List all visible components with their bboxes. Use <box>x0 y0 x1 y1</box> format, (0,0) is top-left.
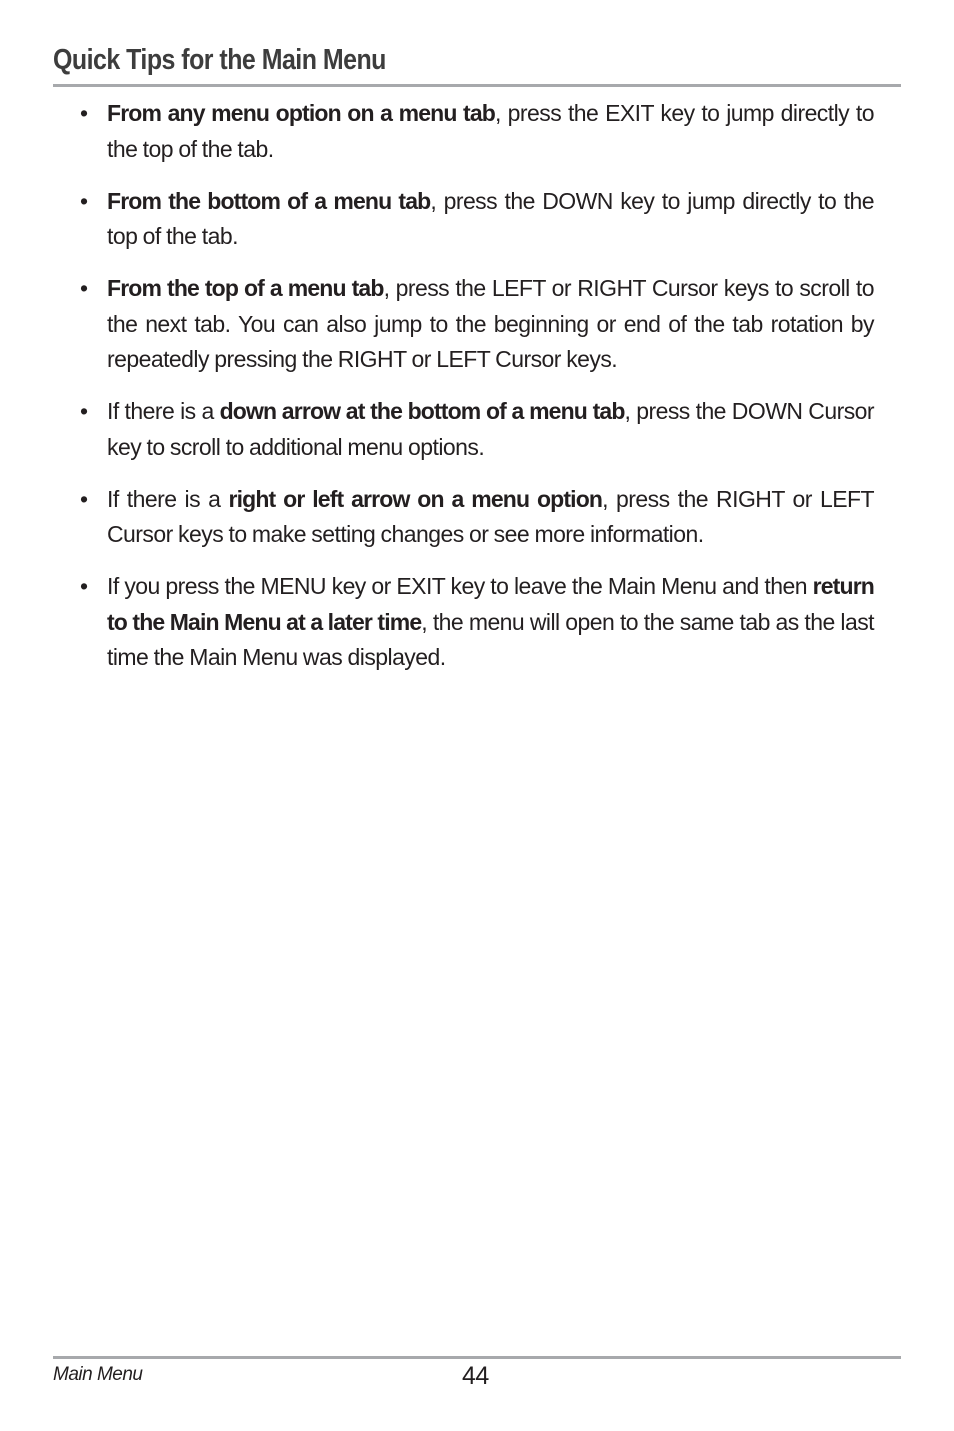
tip-item <box>80 394 874 465</box>
tip-text: If you press the MENU key or EXIT key to leave the Main Menu and then <box>107 573 813 599</box>
tip-item <box>80 569 874 676</box>
tip-emphasis: return to the Main Menu at a later time <box>107 573 874 635</box>
tip-text: , press the EXIT key to jump directly to the top of the tab. <box>107 100 874 162</box>
tip-text: , press the LEFT or RIGHT Cursor keys to scroll to the next tab. You can also jump to the beginning or end of the tab rotation by repeatedly pressing the RIGHT or LEFT Cursor keys. <box>107 275 874 372</box>
tip-text: , press the DOWN key to jump directly to the top of the tab. <box>107 187 874 249</box>
quick-tips-list <box>80 96 874 692</box>
page-number: 44 <box>462 1362 489 1390</box>
tip-item <box>80 96 874 167</box>
bullet-icon: • <box>80 275 88 301</box>
footer-divider <box>53 1356 901 1359</box>
tip-text: , press the DOWN Cursor key to scroll to additional menu options. <box>107 398 874 460</box>
bullet-icon: • <box>80 398 88 424</box>
tip-emphasis: From the bottom of a menu tab <box>107 187 431 214</box>
bullet-icon: • <box>80 187 88 214</box>
tip-text: , press the RIGHT or LEFT Cursor keys to make setting changes or see more information. <box>107 485 875 547</box>
bullet-icon: • <box>80 485 88 512</box>
tip-text: If there is a <box>107 398 220 424</box>
tip-item <box>80 184 874 255</box>
bullet-icon: • <box>80 573 88 599</box>
bullet-icon: • <box>80 100 88 126</box>
tip-emphasis: From the top of a menu tab <box>107 275 384 301</box>
tip-item <box>80 482 874 553</box>
tip-text: If there is a <box>107 485 229 512</box>
tip-emphasis: From any menu option on a menu tab <box>107 100 496 126</box>
footer-section-name: Main Menu <box>53 1364 143 1385</box>
tip-text: , the menu will open to the same tab as the last time the Main Menu was displayed. <box>107 608 874 670</box>
page-title: Quick Tips for the Main Menu <box>53 44 386 76</box>
tip-item <box>80 271 874 378</box>
tip-emphasis: right or left arrow on a menu option <box>228 485 603 512</box>
tip-emphasis: down arrow at the bottom of a menu tab <box>219 398 625 424</box>
title-divider <box>53 84 901 87</box>
